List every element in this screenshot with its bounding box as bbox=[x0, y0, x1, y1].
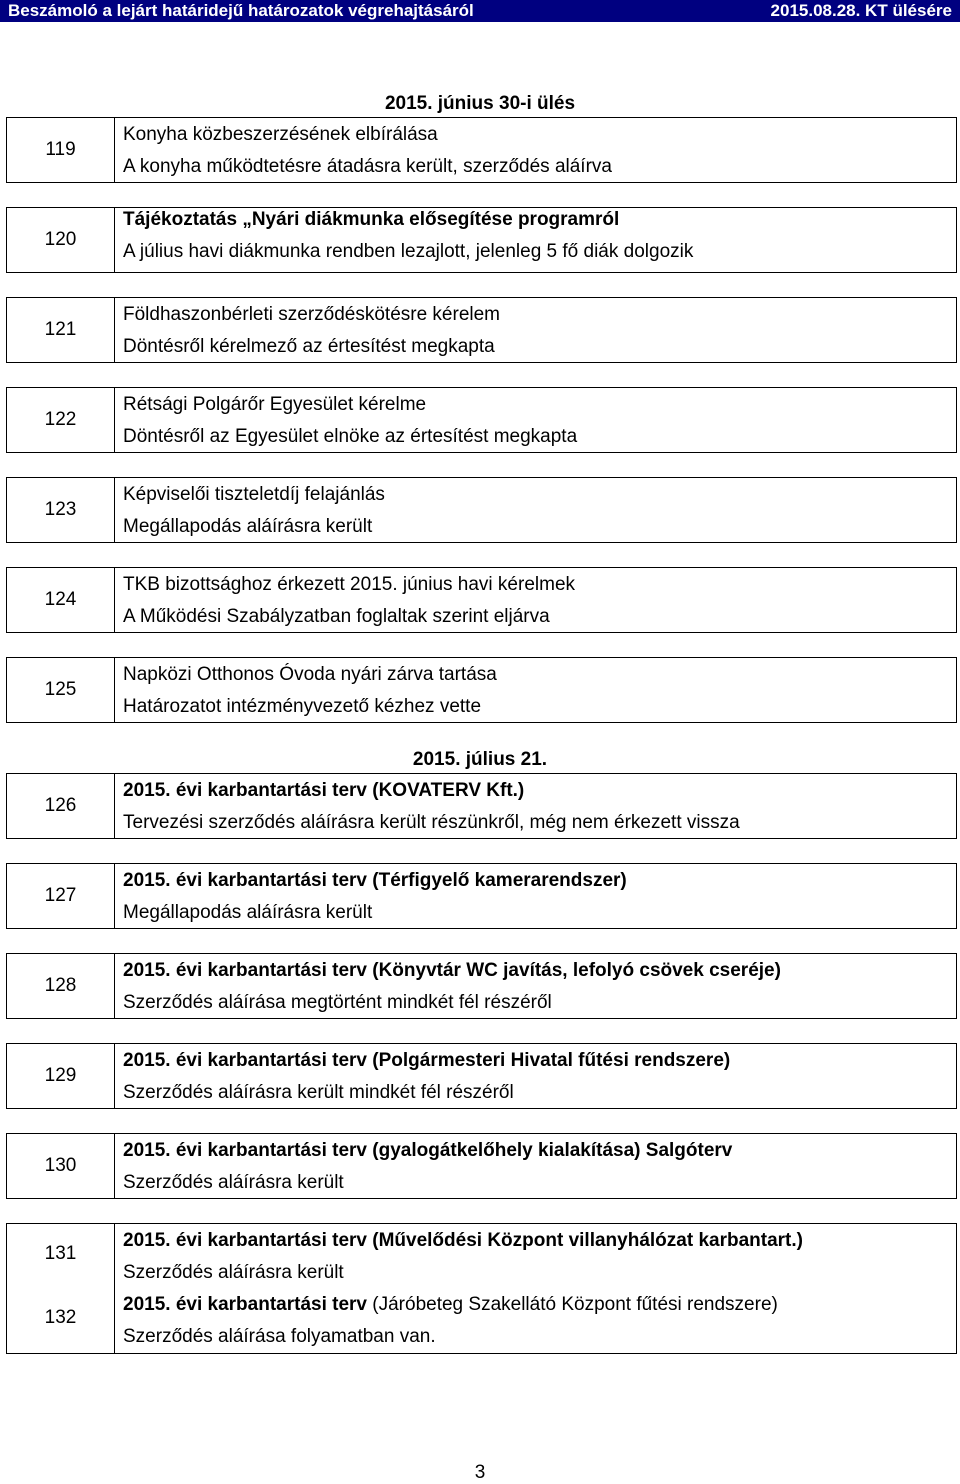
table-row bbox=[6, 1043, 957, 1109]
row-content bbox=[123, 1225, 952, 1353]
row-number: 129 bbox=[7, 1044, 115, 1108]
row-title: 2015. évi karbantartási terv (Térfigyelő kamerarendszer) bbox=[123, 870, 627, 891]
row-content bbox=[123, 1135, 952, 1199]
row-number: 130 bbox=[7, 1134, 115, 1198]
row-title: Konyha közbeszerzésének elbírálása bbox=[123, 124, 438, 145]
row-status: A Működési Szabályzatban foglaltak szerint eljárva bbox=[123, 606, 550, 627]
row-number: 121 bbox=[7, 298, 115, 362]
row-status: Megállapodás aláírásra került bbox=[123, 902, 373, 923]
row-title: Tájékoztatás „Nyári diákmunka elősegítése programról bbox=[123, 209, 620, 230]
row-content bbox=[123, 659, 952, 723]
header-meeting: 2015.08.28. KT ülésére bbox=[770, 1, 952, 20]
row-content bbox=[123, 569, 952, 633]
row-status: Szerződés aláírása folyamatban van. bbox=[123, 1326, 436, 1347]
row-status: Szerződés aláírása megtörtént mindkét fél részéről bbox=[123, 992, 552, 1013]
row-number: 128 bbox=[7, 954, 115, 1018]
row-title: 2015. évi karbantartási terv (Könyvtár WC javítás, lefolyó csövek cseréje) bbox=[123, 960, 781, 981]
row-title: 2015. évi karbantartási terv (Polgármesteri Hivatal fűtési rendszere) bbox=[123, 1050, 731, 1071]
row-title: Napközi Otthonos Óvoda nyári zárva tartása bbox=[123, 664, 497, 685]
row-number: 125 bbox=[7, 658, 115, 722]
table-row bbox=[6, 207, 957, 273]
row-title: Képviselői tiszteletdíj felajánlás bbox=[123, 484, 385, 505]
session-heading-june30: 2015. június 30-i ülés bbox=[384, 93, 576, 114]
table-row-combined bbox=[6, 1223, 957, 1354]
header-title: Beszámoló a lejárt határidejű határozatok végrehajtásáról bbox=[8, 1, 474, 20]
table-row bbox=[6, 657, 957, 723]
row-number: 120 bbox=[7, 208, 115, 272]
row-number: 127 bbox=[7, 864, 115, 928]
table-row bbox=[6, 773, 957, 839]
table-row bbox=[6, 117, 957, 183]
row-title-bold: 2015. évi karbantartási terv bbox=[123, 1294, 367, 1315]
table-row bbox=[6, 1133, 957, 1199]
row-title-rest: (Járóbeteg Szakellátó Központ fűtési rendszere) bbox=[367, 1294, 778, 1315]
row-content bbox=[123, 479, 952, 543]
row-number: 126 bbox=[7, 774, 115, 838]
row-title: 2015. évi karbantartási terv (Művelődési Központ villanyhálózat karbantart.) bbox=[123, 1230, 803, 1251]
row-title: Rétsági Polgárőr Egyesület kérelme bbox=[123, 394, 427, 415]
table-row bbox=[6, 863, 957, 929]
row-number: 131 bbox=[44, 1243, 77, 1264]
row-title: TKB bizottsághoz érkezett 2015. június havi kérelmek bbox=[123, 574, 576, 595]
row-content bbox=[123, 775, 952, 839]
session-heading-july21: 2015. július 21. bbox=[412, 749, 548, 770]
row-status: A július havi diákmunka rendben lezajlott, jelenleg 5 fő diák dolgozik bbox=[123, 241, 694, 262]
table-row bbox=[6, 387, 957, 453]
row-content bbox=[123, 299, 952, 363]
table-row bbox=[6, 953, 957, 1019]
row-status: Szerződés aláírásra került bbox=[123, 1172, 344, 1193]
row-content bbox=[123, 119, 952, 183]
row-status: Döntésről kérelmező az értesítést megkapta bbox=[123, 336, 495, 357]
row-content bbox=[123, 955, 952, 1019]
table-row bbox=[6, 477, 957, 543]
row-number: 132 bbox=[44, 1307, 77, 1328]
row-status: Szerződés aláírásra került bbox=[123, 1262, 344, 1283]
row-number: 123 bbox=[7, 478, 115, 542]
row-content bbox=[123, 389, 952, 453]
row-content bbox=[123, 865, 952, 929]
row-status: Megállapodás aláírásra került bbox=[123, 516, 373, 537]
row-content bbox=[123, 1045, 952, 1109]
page-header bbox=[0, 0, 960, 22]
row-title: Földhaszonbérleti szerződéskötésre kérelem bbox=[123, 304, 501, 325]
row-status: Tervezési szerződés aláírásra került részünkről, még nem érkezett vissza bbox=[123, 812, 740, 833]
row-title: 2015. évi karbantartási terv (KOVATERV Kft.) bbox=[123, 780, 525, 801]
row-number-cell bbox=[7, 1224, 115, 1353]
row-title bbox=[123, 1289, 952, 1321]
table-row bbox=[6, 297, 957, 363]
row-status: Határozatot intézményvezető kézhez vette bbox=[123, 696, 482, 717]
row-number: 124 bbox=[7, 568, 115, 632]
table-row bbox=[6, 567, 957, 633]
row-title: 2015. évi karbantartási terv (gyalogátkelőhely kialakítása) Salgóterv bbox=[123, 1140, 733, 1161]
row-number: 122 bbox=[7, 388, 115, 452]
page-number: 3 bbox=[474, 1462, 486, 1483]
row-status: Döntésről az Egyesület elnöke az értesítést megkapta bbox=[123, 426, 578, 447]
row-status: Szerződés aláírásra került mindkét fél részéről bbox=[123, 1082, 514, 1103]
row-status: A konyha működtetésre átadásra került, szerződés aláírva bbox=[123, 156, 612, 177]
row-content bbox=[123, 204, 952, 268]
row-number: 119 bbox=[7, 118, 115, 182]
